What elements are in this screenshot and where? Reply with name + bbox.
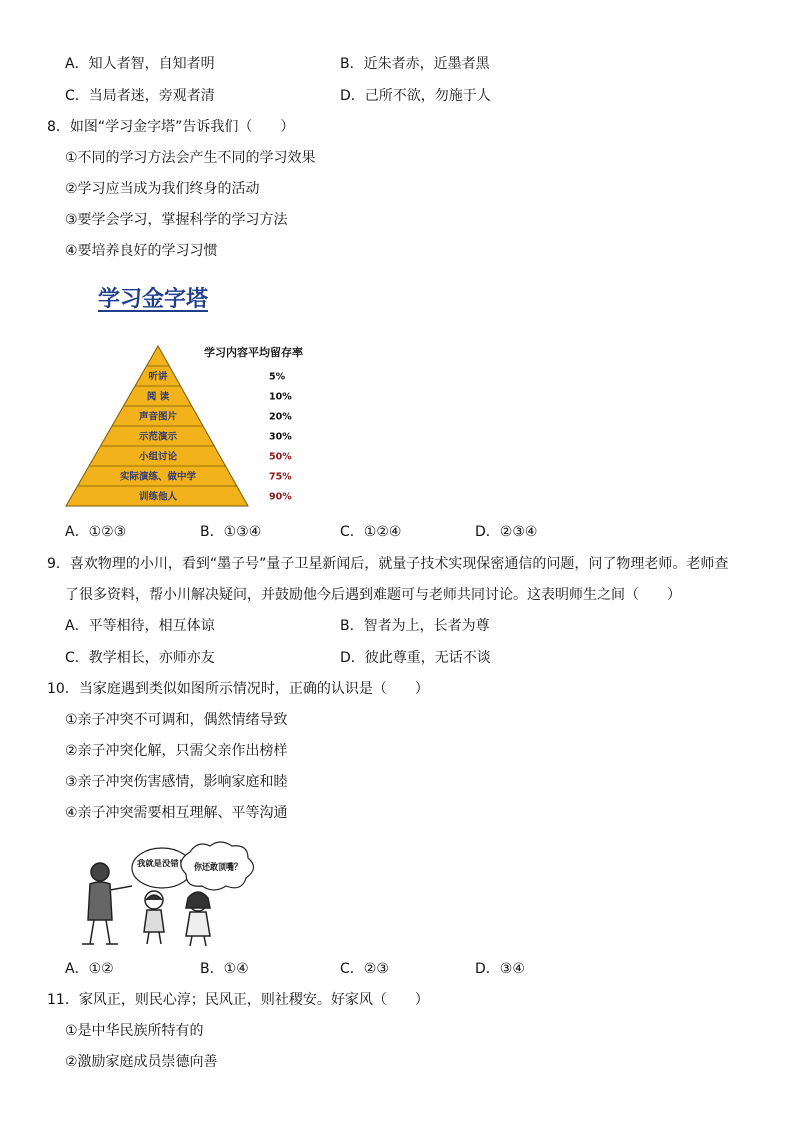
pyramid-layer-rate: 30% (269, 431, 292, 443)
q10-item-4: ④亲子冲突需要相互理解、平等沟通 (65, 805, 288, 821)
pyramid-layer-label: 训练他人 (138, 491, 178, 503)
q10-option-c: C．②③ (340, 961, 389, 977)
q8-item-1: ①不同的学习方法会产生不同的学习效果 (65, 150, 316, 166)
parent-child-conflict-cartoon (70, 840, 270, 950)
q7-option-c: C．当局者迷，旁观者清 (65, 88, 215, 104)
pyramid-layer-rate: 10% (269, 391, 292, 403)
q8-option-b: B．①③④ (200, 524, 262, 540)
father-figure (82, 863, 132, 944)
pyramid-layer-rate: 5% (269, 371, 286, 383)
pyramid-layer-label: 听讲 (148, 371, 168, 383)
pyramid-layer-rate: 20% (269, 411, 292, 423)
pyramid-subtitle: 学习内容平均留存率 (204, 346, 303, 359)
q10-option-b: B．①④ (200, 961, 249, 977)
q10-option-a: A．①② (65, 961, 114, 977)
q7-option-a: A．知人者智，自知者明 (65, 56, 215, 72)
learning-pyramid-figure (62, 342, 322, 514)
q10-stem: 10．当家庭遇到类似如图所示情况时，正确的认识是（ ） (47, 681, 429, 697)
q10-option-d: D．③④ (475, 961, 525, 977)
speech-bubble-parent (181, 842, 254, 890)
q8-item-3: ③要学会学习，掌握科学的学习方法 (65, 212, 288, 228)
pyramid-layer-rate: 75% (269, 471, 292, 483)
q8-option-d: D．②③④ (475, 524, 538, 540)
child-figure (144, 891, 164, 944)
q11-item-2: ②激励家庭成员崇德向善 (65, 1054, 218, 1070)
q8-option-a: A．①②③ (65, 524, 127, 540)
bubble-text-child: 我就是没错！ (137, 859, 185, 868)
q10-item-3: ③亲子冲突伤害感情，影响家庭和睦 (65, 774, 288, 790)
q11-item-1: ①是中华民族所特有的 (65, 1023, 204, 1039)
bubble-text-parent: 你还敢顶嘴？ (194, 863, 249, 873)
q8-item-2: ②学习应当成为我们终身的活动 (65, 181, 260, 197)
pyramid-layer-label: 阅 读 (146, 391, 170, 403)
pyramid-figure-title: 学习金字塔 (98, 287, 209, 312)
q9-stem-line1: 9．喜欢物理的小川，看到“墨子号”量子卫星新闻后，就量子技术实现保密通信的问题，问了物理老师。老师查 (47, 556, 729, 572)
pyramid-layer-label: 实际演练、做中学 (119, 471, 197, 483)
q9-option-c: C．教学相长，亦师亦友 (65, 650, 215, 666)
pyramid-layer-label: 示范演示 (138, 431, 178, 443)
q8-item-4: ④要培养良好的学习习惯 (65, 243, 218, 259)
q10-item-2: ②亲子冲突化解，只需父亲作出榜样 (65, 743, 288, 759)
mother-figure (186, 892, 210, 946)
q8-stem: 8．如图“学习金字塔”告诉我们（ ） (47, 119, 295, 135)
q7-option-d: D．己所不欲，勿施于人 (340, 88, 491, 104)
pyramid-layer-label: 小组讨论 (138, 451, 178, 463)
pyramid-layer-label: 声音图片 (138, 411, 178, 423)
q8-option-c: C．①②④ (340, 524, 402, 540)
q10-item-1: ①亲子冲突不可调和，偶然情绪导致 (65, 712, 288, 728)
q9-stem-line2: 了很多资料，帮小川解决疑问，并鼓励他今后遇到难题可与老师共同讨论。这表明师生之间（ ） (65, 587, 681, 603)
q9-option-b: B．智者为上，长者为尊 (340, 618, 490, 634)
q9-option-a: A．平等相待，相互体谅 (65, 618, 215, 634)
q9-option-d: D．彼此尊重，无话不谈 (340, 650, 491, 666)
q11-stem: 11．家风正，则民心淳；民风正，则社稷安。好家风（ ） (47, 992, 429, 1008)
q7-option-b: B．近朱者赤，近墨者黑 (340, 56, 490, 72)
pyramid-layer-rate: 90% (269, 491, 292, 503)
pyramid-layer-rate: 50% (269, 451, 292, 463)
